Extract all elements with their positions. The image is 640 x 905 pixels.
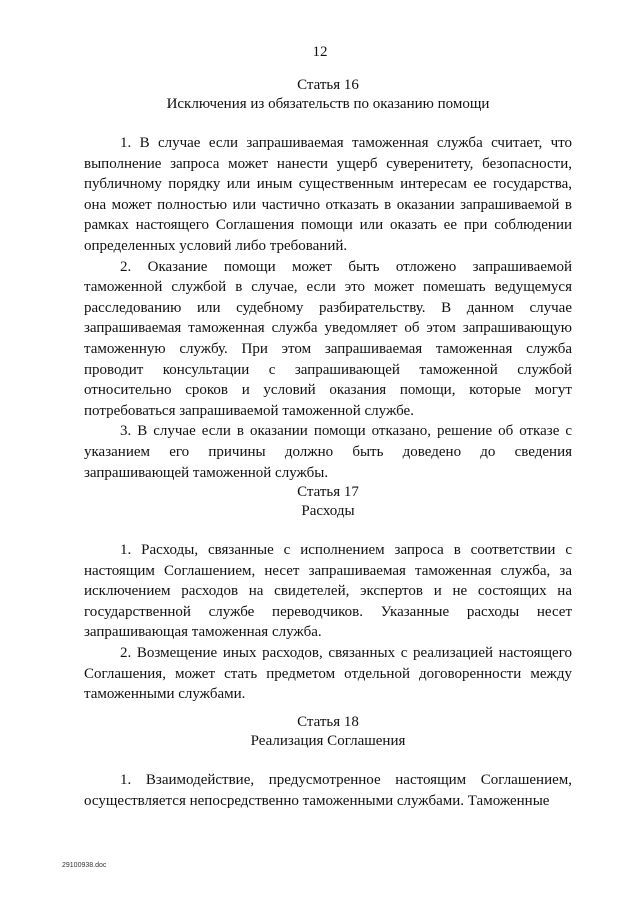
article-16-paragraph-2: 2. Оказание помощи может быть отложено запрашиваемой таможенной службой в случае, если это может помешать ведущемуся расследованию или судебному разбирательству. В данном случае запрашиваемая таможенная служба уведомляет об этом запрашивающую таможенную службу. При этом запрашиваемая таможенная служба проводит консультации с запрашивающей таможенной службой относительно сроков и условий оказания помощи, которые могут потребоваться запрашиваемой таможенной службе. [84,258,572,419]
article-18-body [84,770,572,811]
article-17-paragraph-1: 1. Расходы, связанные с исполнением запроса в соответствии с настоящим Соглашением, несет запрашиваемая таможенная служба, за исключением расходов на свидетелей, экспертов и не состоящих на государственной службе переводчиков. Указанные расходы несет запрашивающая таможенная служба. [84,542,572,641]
article-18-paragraph-1: 1. Взаимодействие, предусмотренное настоящим Соглашением, осуществляется непосредственно таможенными службами. Таможенные [84,772,572,809]
article-16-title: Исключения из обязательств по оказанию помощи [166,96,490,112]
page-number: 12 [312,44,328,60]
article-16 [84,76,572,483]
article-18-number: Статья 18 [297,714,359,730]
file-name-footer: 29100938.doc [62,862,107,869]
article-17-body [84,540,572,705]
article-17 [84,483,572,705]
article-16-number: Статья 16 [297,77,359,93]
article-18-title: Реализация Соглашения [250,733,406,749]
article-17-number: Статья 17 [297,484,359,500]
article-16-body [84,133,572,483]
article-16-paragraph-3: 3. В случае если в оказании помощи отказано, решение об отказе с указанием его причины должно быть доведено до сведения запрашивающей таможенной службы. [84,423,572,481]
article-18 [84,713,572,811]
article-17-paragraph-2: 2. Возмещение иных расходов, связанных с реализацией настоящего Соглашения, может стать предметом отдельной договоренности между таможенными службами. [84,644,572,703]
article-16-paragraph-1: 1. В случае если запрашиваемая таможенная служба считает, что выполнение запроса может нанести ущерб суверенитету, безопасности, публичному порядку или иным существенным интересам ее государства, она может полностью или частично отказать в оказании запрашиваемой в рамках настоящего Соглашения помощи или оказать ее при соблюдении определенных условий либо требований. [84,135,572,254]
article-17-title: Расходы [301,503,355,519]
